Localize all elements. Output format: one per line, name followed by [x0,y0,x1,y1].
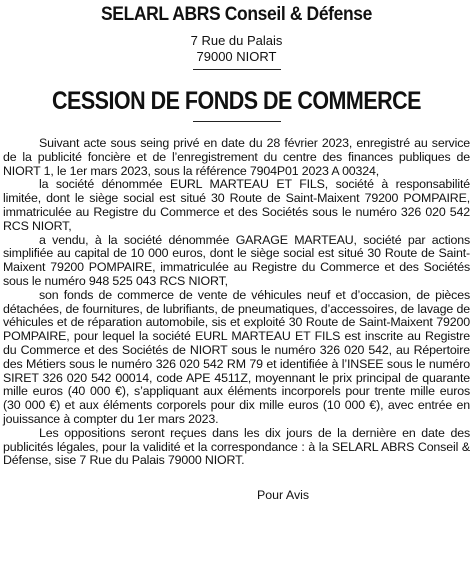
signoff: Pour Avis [257,488,310,503]
notice-title: CESSION DE FONDS DE COMMERCE [51,87,421,115]
firm-address-city: 79000 NIORT [196,49,277,64]
title-divider [193,121,281,122]
paragraph-seller: la société dénommée EURL MARTEAU ET FILS, société à responsabilité limitée, dont le siège social est situé 30 Route de Saint-Maixent 79200 POMPAIRE, immatriculée au Registre du Commerce et des Sociétés sous le numéro 326 020 542 RCS NIORT, [3,177,470,233]
header-divider [193,69,281,70]
firm-address [3,33,470,65]
firm-name: SELARL ABRS Conseil & Défense [100,4,372,25]
paragraph-oppositions: Les oppositions seront reçues dans les dix jours de la dernière en date des publicités légales, pour la validité et la correspondance : à la SELARL ABRS Conseil & Défense, sise 7 Rue du Palais 79000 NIORT. [3,425,470,468]
notice-body [3,137,470,468]
paragraph-buyer: a vendu, à la société dénommée GARAGE MARTEAU, société par actions simplifiée au capital de 10 000 euros, dont le siège social est situé 30 Route de Saint-Maixent 79200 POMPAIRE, immatriculée au Registre du Commerce et des Sociétés sous le numéro 948 525 043 RCS NIORT, [3,232,470,288]
paragraph-business: son fonds de commerce de vente de véhicules neuf et d’occasion, de pièces détachées, de fournitures, de lubrifiants, de pneumatiques, d’accessoires, de lavage de véhicules et de réparation automobile, sis et exploité 30 Route de Saint-Maixent 79200 POMPAIRE, pour lequel la société EURL MARTEAU ET FILS est inscrite au Registre du Commerce et des Sociétés de NIORT sous le numéro 326 020 542, au Répertoire des Métiers sous le numéro 326 020 542 RM 79 et identifiée à l’INSEE sous le numéro SIRET 326 020 542 00014, code APE 4511Z, moyennant le prix principal de quarante mille euros (40 000 €), s’appliquant aux éléments incorporels pour trente mille euros (30 000 €) et aux éléments corporels pour dix mille euros (10 000 €), avec entrée en jouissance à compter du 1er mars 2023. [3,287,470,426]
firm-address-street: 7 Rue du Palais [190,33,283,48]
paragraph-deed: Suivant acte sous seing privé en date du 28 février 2023, enregistré au service de la publicité foncière et de l’enregistrement du centre des finances publiques de NIORT 1, le 1er mars 2023, sous la référence 7904P01 2023 A 00324, [3,136,470,178]
